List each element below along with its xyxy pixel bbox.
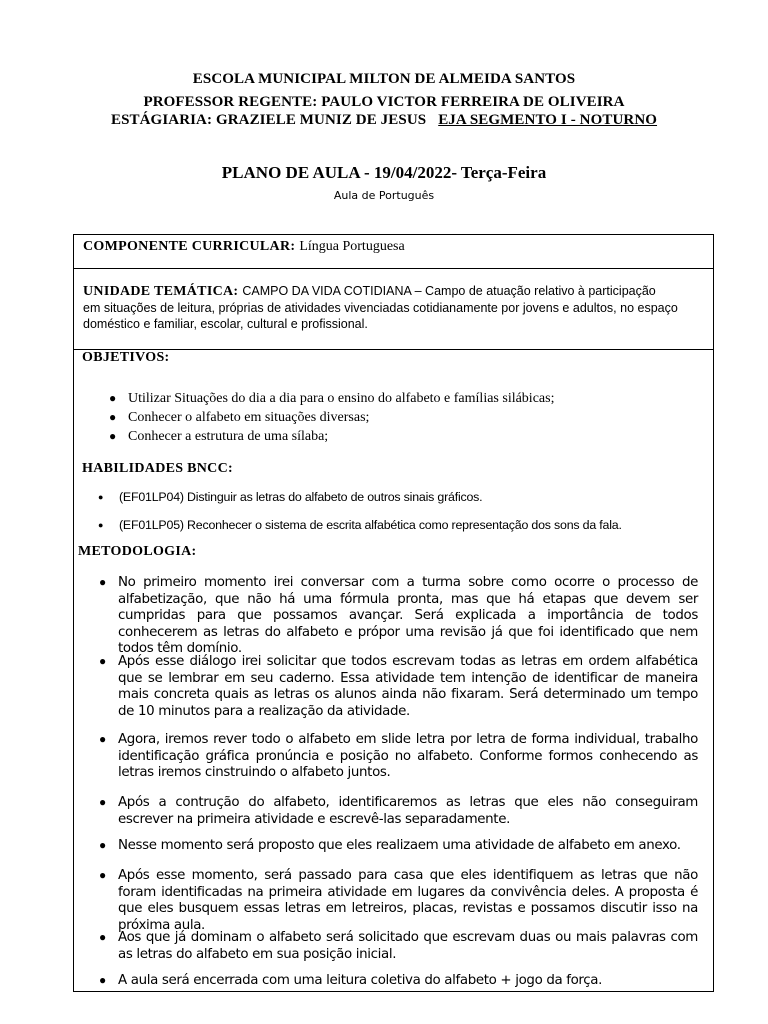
list-item: ● Nesse momento será proposto que eles realizaem uma atividade de alfabeto em anexo.: [99, 838, 681, 853]
bullet-icon: ●: [99, 973, 107, 987]
unit-desc-2: em situações de leitura, próprias de atividades vivenciadas cotidianamente por jovens e adultos, no espaço: [83, 301, 678, 315]
bullet-icon: ●: [99, 838, 107, 852]
intern-line: [0, 112, 768, 129]
list-item: ● Conhecer o alfabeto em situações diversas;: [109, 410, 370, 425]
list-item: ● Após esse diálogo irei solicitar que todos escrevam todas as letras em ordem alfabética que se lembrar em seu caderno. Essa atividade tem intenção de identificar de maneira mais concreta quais as letras os alunos ainda não fixaram. Será determinado um tempo de 10 minutos para a realização da atividade.: [99, 654, 698, 719]
bullet-icon: ●: [109, 410, 117, 424]
list-item: ● Após esse momento, será passado para casa que eles identifiquem as letras que não foram identificadas na primeira atividade em lugares da convivência deles. A proposta é que eles busquem essas letras em letreiros, placas, revistas e possamos discutir isso na próxima aula.: [99, 868, 698, 933]
plan-subtitle: Aula de Português: [333, 189, 435, 202]
skills-label: HABILIDADES BNCC:: [82, 461, 233, 476]
bullet-icon: ●: [98, 520, 104, 530]
unit-label: UNIDADE TEMÁTICA:: [83, 284, 239, 299]
component-value: Língua Portuguesa: [299, 239, 405, 254]
teacher-line: PROFESSOR REGENTE: PAULO VICTOR FERREIRA DE OLIVEIRA: [143, 94, 625, 110]
component-section: [73, 234, 714, 269]
intern-name: ESTÁGIARIA: GRAZIELE MUNIZ DE JESUS: [110, 112, 427, 128]
bullet-icon: ●: [99, 654, 107, 668]
list-item: ● Agora, iremos rever todo o alfabeto em slide letra por letra de forma individual, trabalho identificação gráfica pronúncia e posição no alfabeto. Conforme formos conhecendo as letras iremos cinstruindo o alfabeto juntos.: [99, 732, 698, 780]
list-item: ● (EF01LP04) Distinguir as letras do alfabeto de outros sinais gráficos.: [98, 490, 483, 504]
list-item: ● Após a contrução do alfabeto, identificaremos as letras que eles não conseguiram escrever na primeira atividade e escrevê-las separadamente.: [99, 795, 698, 827]
bullet-icon: ●: [99, 930, 107, 944]
skills-list: [98, 490, 622, 532]
bullet-icon: ●: [99, 795, 107, 809]
bullet-icon: ●: [109, 429, 117, 443]
bullet-icon: ●: [99, 575, 107, 589]
list-item: ● No primeiro momento irei conversar com a turma sobre como ocorre o processo de alfabetização, que não há uma fórmula pronta, mas que há etapas que devem ser cumpridas para que possamos avançar. Será explicada a importância de todos conhecerem as letras do alfabeto e própor uma revisão já que foi identificado que nem todos têm domínio.: [99, 575, 698, 656]
list-item: ● A aula será encerrada com uma leitura coletiva do alfabeto + jogo da força.: [99, 973, 603, 988]
objectives-label: OBJETIVOS:: [82, 350, 170, 365]
component-label: COMPONENTE CURRICULAR:: [83, 239, 296, 254]
bullet-icon: ●: [99, 732, 107, 746]
unit-desc-1: – Campo de atuação relativo à participação: [411, 284, 656, 298]
methodology-label: METODOLOGIA:: [78, 544, 197, 559]
plan-title: PLANO DE AULA - 19/04/2022- Terça-Feira: [221, 163, 547, 182]
bullet-icon: ●: [98, 492, 104, 502]
objectives-list: [109, 389, 555, 446]
list-item: ● (EF01LP05) Reconhecer o sistema de escrita alfabética como representação dos sons da fala.: [98, 518, 622, 532]
bullet-icon: ●: [99, 868, 107, 882]
school-name: ESCOLA MUNICIPAL MILTON DE ALMEIDA SANTOS: [192, 71, 576, 87]
list-item: ● Utilizar Situações do dia a dia para o ensino do alfabeto e famílias silábicas;: [109, 391, 555, 406]
bullet-icon: ●: [109, 391, 117, 405]
list-item: ● Aos que já dominam o alfabeto será solicitado que escrevam duas ou mais palavras com as letras do alfabeto em sua posição inicial.: [99, 930, 698, 962]
unit-desc-3: doméstico e familiar, escolar, cultural e profissional.: [83, 317, 368, 331]
unit-section: [73, 268, 714, 350]
unit-value: CAMPO DA VIDA COTIDIANA: [242, 284, 412, 298]
list-item: ● Conhecer a estrutura de uma sílaba;: [109, 429, 329, 444]
segment-label: EJA SEGMENTO I - NOTURNO: [438, 112, 658, 128]
